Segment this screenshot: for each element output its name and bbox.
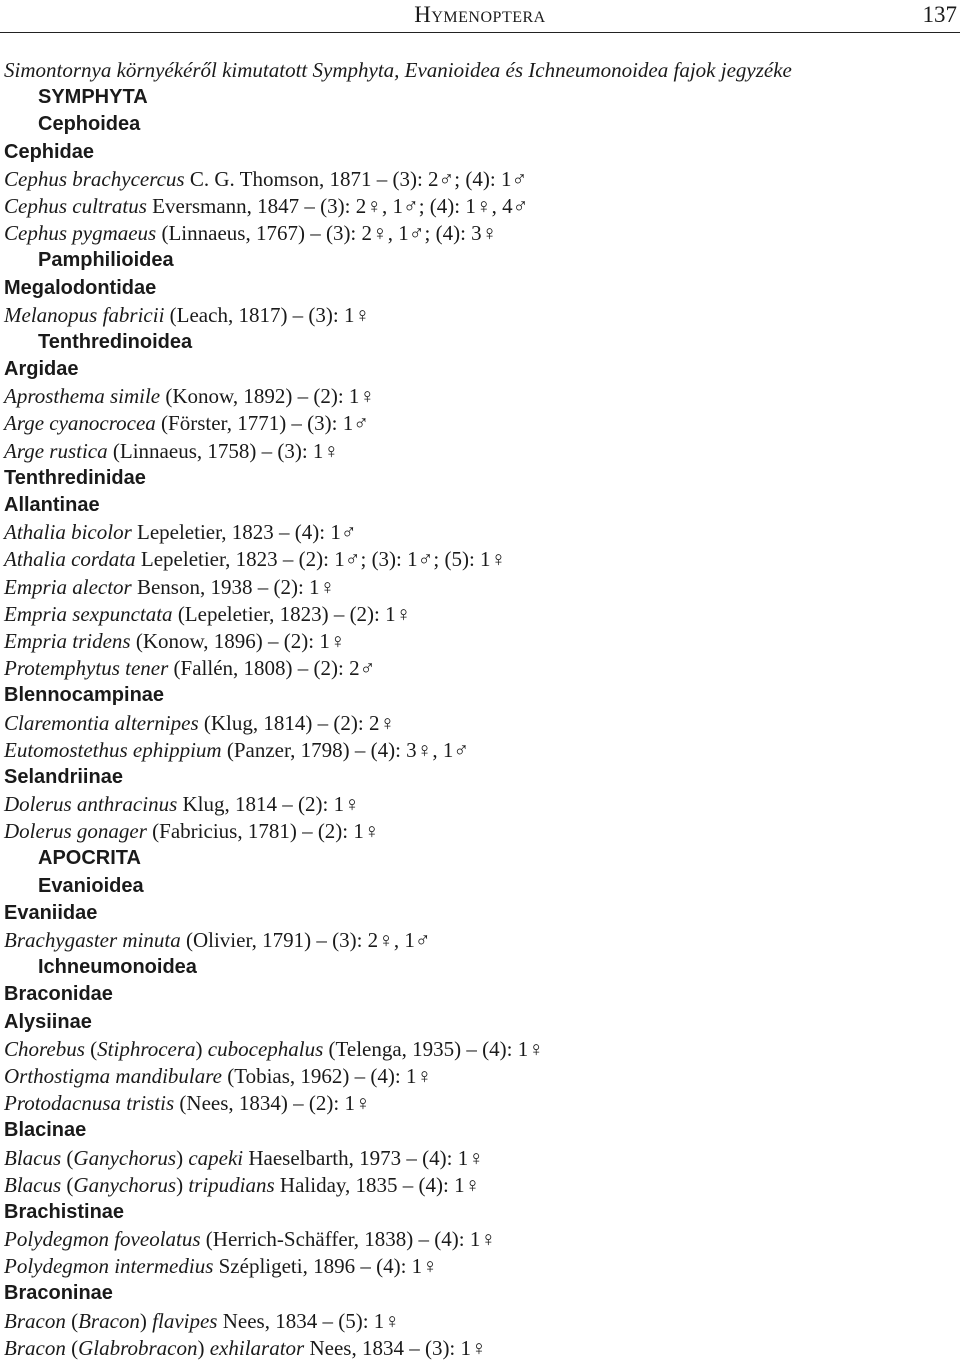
species-entry xyxy=(0,927,960,954)
entry-text: (Fabricius, 1781) – (2): 1♀ xyxy=(146,819,380,844)
entry-text: Blennocampinae xyxy=(4,684,165,707)
species-entry xyxy=(0,1063,960,1090)
taxon-heading xyxy=(0,329,960,356)
species-entry xyxy=(0,574,960,601)
species-entry xyxy=(0,628,960,655)
entry-text: Brachistinae xyxy=(4,1200,125,1223)
taxon-name: Dolerus anthracinus xyxy=(4,792,178,817)
entry-text: ( xyxy=(61,1145,74,1170)
family-heading xyxy=(0,682,960,709)
entry-text: (Tobias, 1962) – (4): 1♀ xyxy=(221,1063,433,1088)
entry-text: (Herrich-Schäffer, 1838) – (4): 1♀ xyxy=(200,1227,497,1252)
taxon-name: Polydegmon foveolatus xyxy=(4,1227,201,1252)
species-entry xyxy=(0,737,960,764)
taxon-name: Bracon xyxy=(4,1308,66,1333)
taxon-name: Melanopus fabricii xyxy=(4,302,165,327)
taxon-name: Ganychorus xyxy=(73,1172,177,1197)
entry-text: (Nees, 1834) – (2): 1♀ xyxy=(174,1091,371,1116)
entry-text: (Förster, 1771) – (3): 1♂ xyxy=(155,411,370,436)
taxon-name: Bracon xyxy=(4,1335,66,1360)
family-heading xyxy=(0,1199,960,1226)
entry-text: Eversmann, 1847 – (3): 2♀, 1♂; (4): 1♀, 4♂ xyxy=(146,193,529,218)
entry-text: ( xyxy=(84,1036,98,1061)
entry-text: (Leach, 1817) – (3): 1♀ xyxy=(164,302,371,327)
taxon-name: Eutomostethus ephippium xyxy=(4,737,222,762)
entry-text: Cephoidea xyxy=(38,113,141,136)
entry-text: Evanioidea xyxy=(38,874,144,897)
entry-text: Braconinae xyxy=(4,1282,113,1305)
entry-text: Tenthredinoidea xyxy=(38,330,193,353)
taxon-name: tripudians xyxy=(188,1172,275,1197)
family-heading xyxy=(0,1009,960,1036)
taxon-name: Chorebus xyxy=(4,1036,85,1061)
species-entry xyxy=(0,438,960,465)
entry-text: (Telenga, 1935) – (4): 1♀ xyxy=(323,1036,544,1061)
species-entry xyxy=(0,818,960,845)
entry-text: Pamphilioidea xyxy=(38,249,174,272)
species-entry xyxy=(0,1226,960,1253)
page-number: 137 xyxy=(922,2,957,27)
taxon-name: Glabrobracon xyxy=(78,1335,198,1360)
taxon-name: Simontornya környékéről kimutatott Symphyta, Evanioidea és Ichneumonoidea fajok jegyzéke xyxy=(4,58,792,82)
species-entry xyxy=(0,383,960,410)
entry-text: Szépligeti, 1896 – (4): 1♀ xyxy=(213,1254,438,1279)
taxon-name: Polydegmon intermedius xyxy=(4,1254,214,1279)
entry-text: Haeselbarth, 1973 – (4): 1♀ xyxy=(243,1145,484,1170)
species-entry xyxy=(0,546,960,573)
species-entry xyxy=(0,601,960,628)
species-entry xyxy=(0,1308,960,1335)
running-title: Hymenoptera xyxy=(414,2,546,27)
taxon-name: exhilarator xyxy=(209,1335,305,1360)
species-entry xyxy=(0,1036,960,1063)
taxon-name: Protemphytus tener xyxy=(4,656,169,681)
entry-text: (Klug, 1814) – (2): 2♀ xyxy=(198,710,396,735)
entry-text: ) xyxy=(197,1335,210,1360)
entry-text: ) xyxy=(176,1145,189,1170)
species-entry xyxy=(0,519,960,546)
taxon-heading xyxy=(0,873,960,900)
family-heading xyxy=(0,465,960,492)
entry-text: ) xyxy=(176,1172,189,1197)
taxon-name: Protodacnusa tristis xyxy=(4,1091,175,1116)
species-entry xyxy=(0,791,960,818)
taxon-name: Bracon xyxy=(78,1308,140,1333)
family-heading xyxy=(0,1117,960,1144)
entry-text: Allantinae xyxy=(4,494,100,516)
entry-text: SYMPHYTA xyxy=(38,86,148,109)
entry-text: Evaniidae xyxy=(4,901,98,924)
entry-text: Haliday, 1835 – (4): 1♀ xyxy=(274,1172,481,1197)
family-heading xyxy=(0,764,960,791)
taxon-name: Empria alector xyxy=(4,574,132,599)
entry-text: (Lepeletier, 1823) – (2): 1♀ xyxy=(172,601,412,626)
species-entry xyxy=(0,655,960,682)
entry-text: (Fallén, 1808) – (2): 2♂ xyxy=(168,656,376,681)
entry-text: Lepeletier, 1823 – (2): 1♂; (3): 1♂; (5): 1♀ xyxy=(135,547,507,572)
family-heading xyxy=(0,900,960,927)
entry-text: Tenthredinidae xyxy=(4,466,146,489)
entry-text: Benson, 1938 – (2): 1♀ xyxy=(131,574,336,599)
species-list xyxy=(0,57,960,1362)
taxon-name: Cephus cultratus xyxy=(4,193,147,218)
species-entry xyxy=(0,1090,960,1117)
entry-text: (Konow, 1892) – (2): 1♀ xyxy=(160,384,376,409)
taxon-name: Cephus brachycercus xyxy=(4,166,185,191)
entry-text: Braconidae xyxy=(4,983,113,1006)
species-entry xyxy=(0,193,960,220)
family-heading xyxy=(0,1280,960,1307)
taxon-name: Blacus xyxy=(4,1172,62,1197)
taxon-name: Empria sexpunctata xyxy=(4,601,173,626)
taxon-heading xyxy=(0,111,960,138)
entry-text: (Olivier, 1791) – (3): 2♀, 1♂ xyxy=(180,928,431,952)
entry-text: Alysiinae xyxy=(4,1010,92,1033)
entry-text: Blacinae xyxy=(4,1119,87,1142)
taxon-heading xyxy=(0,954,960,981)
taxon-heading xyxy=(0,247,960,274)
species-entry xyxy=(0,220,960,247)
entry-text: (Linnaeus, 1758) – (3): 1♀ xyxy=(107,438,340,463)
entry-text: Nees, 1834 – (5): 1♀ xyxy=(217,1308,401,1333)
entry-text: ( xyxy=(61,1172,74,1197)
species-entry xyxy=(0,1335,960,1362)
taxon-name: Aprosthema simile xyxy=(4,384,161,409)
entry-text: Argidae xyxy=(4,358,79,381)
taxon-name: flavipes xyxy=(152,1308,218,1333)
entry-text: (Panzer, 1798) – (4): 3♀, 1♂ xyxy=(221,737,470,762)
header-rule xyxy=(0,32,960,33)
species-entry xyxy=(0,410,960,437)
taxon-name: Claremontia alternipes xyxy=(4,710,199,735)
running-header xyxy=(0,0,960,34)
taxon-heading xyxy=(0,84,960,111)
taxon-name: Blacus xyxy=(4,1145,62,1170)
entry-text: Nees, 1834 – (3): 1♀ xyxy=(304,1335,487,1360)
species-entry xyxy=(0,302,960,329)
entry-text: ) xyxy=(139,1308,153,1333)
family-heading xyxy=(0,275,960,302)
taxon-name: Arge rustica xyxy=(4,438,108,463)
taxon-name: cubocephalus xyxy=(207,1036,324,1061)
species-entry xyxy=(0,710,960,737)
list-title xyxy=(0,57,960,84)
entry-text: Klug, 1814 – (2): 1♀ xyxy=(177,792,360,817)
family-heading xyxy=(0,356,960,383)
species-entry xyxy=(0,166,960,193)
entry-text: ( xyxy=(65,1308,79,1333)
taxon-name: Empria tridens xyxy=(4,628,131,653)
taxon-name: Arge cyanocrocea xyxy=(4,411,156,436)
taxon-name: Cephus pygmaeus xyxy=(4,221,157,246)
taxon-name: Athalia cordata xyxy=(4,547,136,572)
taxon-name: Dolerus gonager xyxy=(4,819,147,844)
family-heading xyxy=(0,492,960,519)
taxon-name: Stiphrocera xyxy=(97,1036,196,1061)
species-entry xyxy=(0,1172,960,1199)
family-heading xyxy=(0,139,960,166)
entry-text: Selandriinae xyxy=(4,765,123,788)
entry-text: Ichneumonoidea xyxy=(38,956,197,979)
entry-text: Cephidae xyxy=(4,140,95,163)
family-heading xyxy=(0,981,960,1008)
entry-text: C. G. Thomson, 1871 – (3): 2♂; (4): 1♂ xyxy=(184,166,528,191)
taxon-name: Ganychorus xyxy=(73,1145,177,1170)
taxon-name: Orthostigma mandibulare xyxy=(4,1063,222,1088)
taxon-name: capeki xyxy=(188,1145,244,1170)
entry-text: Megalodontidae xyxy=(4,276,157,299)
taxon-heading xyxy=(0,845,960,872)
entry-text: Lepeletier, 1823 – (4): 1♂ xyxy=(131,520,357,545)
entry-text: (Linnaeus, 1767) – (3): 2♀, 1♂; (4): 3♀ xyxy=(156,221,498,246)
entry-text: ) xyxy=(195,1036,208,1061)
entry-text: (Konow, 1896) – (2): 1♀ xyxy=(130,628,346,653)
entry-text: APOCRITA xyxy=(38,847,141,870)
entry-text: ( xyxy=(65,1335,79,1360)
taxon-name: Athalia bicolor xyxy=(4,520,132,545)
species-entry xyxy=(0,1253,960,1280)
taxon-name: Brachygaster minuta xyxy=(4,928,181,952)
species-entry xyxy=(0,1145,960,1172)
